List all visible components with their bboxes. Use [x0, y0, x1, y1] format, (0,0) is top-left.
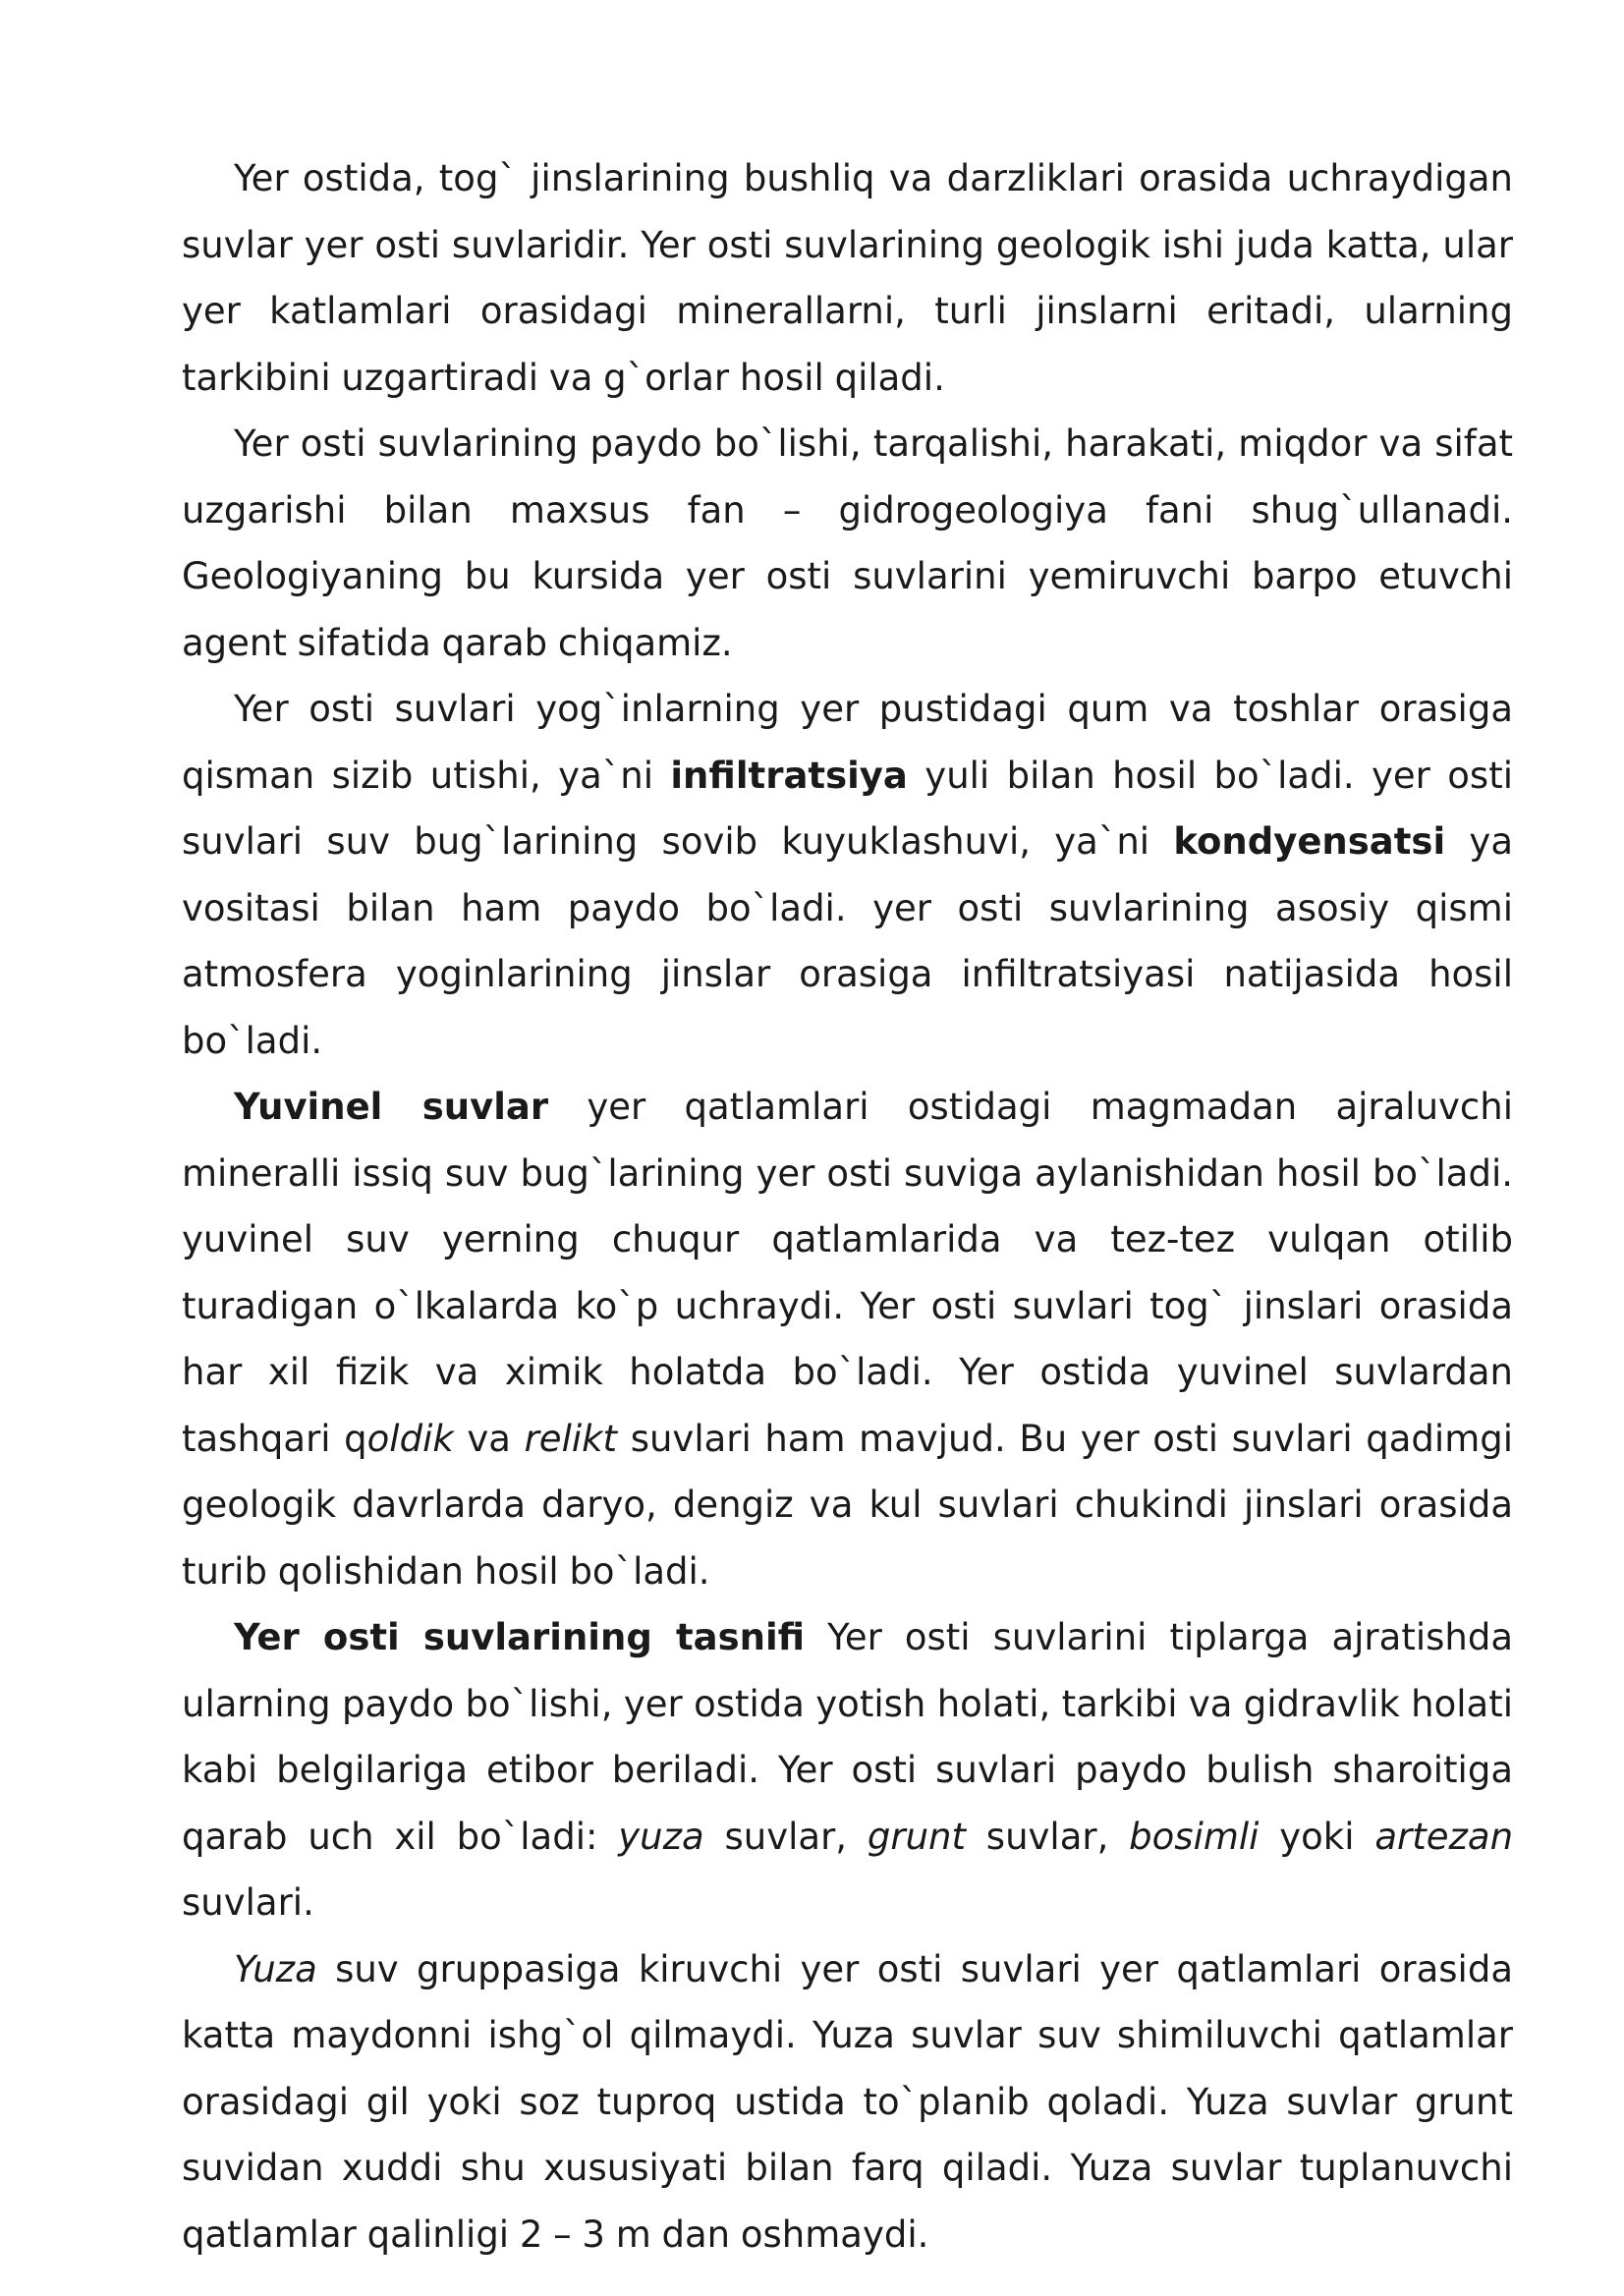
paragraph-text: suv gruppasiga kiruvchi yer osti suvlari yer qatlamlari orasida katta maydonni ishg`ol qilmaydi. Yuza suvlar suv shimiluvchi qatlamlar orasidagi gil yoki soz tuproq ustida to`planib qoladi. Yuza suvlar grunt suvidan xuddi shu xususiyati bilan farq qiladi. Yuza suvlar tuplanuvchi qatlamlar qalinligi 2 – 3 m dan oshmaydi.	[182, 1947, 1513, 2256]
term-kondyensatsi: kondyensatsi	[1173, 820, 1446, 863]
paragraph-text: Yer osti suvlarining paydo bo`lishi, tarqalishi, harakati, miqdor va sifat uzgarishi bilan maxsus fan – gidrogeologiya fani shug`ullanadi. Geologiyaning bu kursida yer osti suvlarini yemiruvchi barpo etuvchi agent sifatida qarab chiqamiz.	[182, 422, 1513, 664]
term-infiltratsiya: infiltratsiya	[670, 754, 908, 797]
term-grunt: grunt	[867, 1815, 966, 1858]
paragraph-text: va	[453, 1417, 525, 1460]
paragraph-text: yoki	[1259, 1815, 1375, 1858]
paragraph-text: yuli bilan hosil bo`ladi. yer osti suvlari suv bug`larining sovib kuyuklashuvi, ya`ni	[182, 754, 1513, 863]
section-heading-tasnifi: Yer osti suvlarining tasnifi	[234, 1616, 806, 1658]
paragraph-1	[182, 145, 1513, 411]
term-yuvinel-suvlar: Yuvinel suvlar	[234, 1086, 549, 1128]
paragraph-text: Yer ostida, tog` jinslarining bushliq va darzliklari orasida uchraydigan suvlar yer osti suvlaridir. Yer osti suvlarining geologik ishi juda katta, ular yer katlamlari orasidagi minerallarni, turli jinslarni eritadi, ularning tarkibini uzgartiradi va g`orlar hosil qiladi.	[182, 157, 1513, 399]
paragraph-text: suvlar,	[966, 1815, 1130, 1858]
paragraph-3	[182, 676, 1513, 1074]
term-oldik: oldik	[366, 1417, 454, 1460]
paragraph-text: ya vositasi bilan ham paydo bo`ladi. yer osti suvlarining asosiy qismi atmosfera yoginlarining jinslar orasiga infiltratsiyasi natijasida hosil bo`ladi.	[182, 820, 1513, 1062]
paragraph-4	[182, 1074, 1513, 1604]
term-yuza: yuza	[618, 1815, 704, 1858]
paragraph-text: yer qatlamlari ostidagi magmadan ajraluvchi mineralli issiq suv bug`larining yer osti suviga aylanishidan hosil bo`ladi. yuvinel suv yerning chuqur qatlamlarida va tez-tez vulqan otilib turadigan o`lkalarda ko`p uchraydi. Yer osti suvlari tog` jinslari orasida har xil fizik va ximik holatda bo`ladi. Yer ostida yuvinel suvlardan tashqari q	[182, 1086, 1513, 1460]
paragraph-2	[182, 411, 1513, 676]
paragraph-5	[182, 1604, 1513, 1936]
paragraph-text: Yer osti suvlari yog`inlarning yer pustidagi qum va toshlar orasiga qisman sizib utishi, ya`ni	[182, 688, 1513, 797]
document-page	[182, 145, 1513, 2268]
term-yuza-lead: Yuza	[234, 1947, 317, 1990]
paragraph-6	[182, 1936, 1513, 2268]
term-relikt: relikt	[524, 1417, 618, 1460]
term-bosimli: bosimli	[1129, 1815, 1260, 1858]
paragraph-text: Yer osti suvlarini tiplarga ajratishda ularning paydo bo`lishi, yer ostida yotish holati, tarkibi va gidravlik holati kabi belgilariga etibor beriladi. Yer osti suvlari paydo bulish sharoitiga qarab uch xil bo`ladi:	[182, 1616, 1513, 1858]
paragraph-text: suvlari ham mavjud. Bu yer osti suvlari qadimgi geologik davrlarda daryo, dengiz va kul suvlari chukindi jinslari orasida turib qolishidan hosil bo`ladi.	[182, 1417, 1514, 1593]
paragraph-text: suvlari.	[182, 1881, 314, 1924]
term-artezan: artezan	[1374, 1815, 1514, 1858]
paragraph-text: suvlar,	[703, 1815, 868, 1858]
